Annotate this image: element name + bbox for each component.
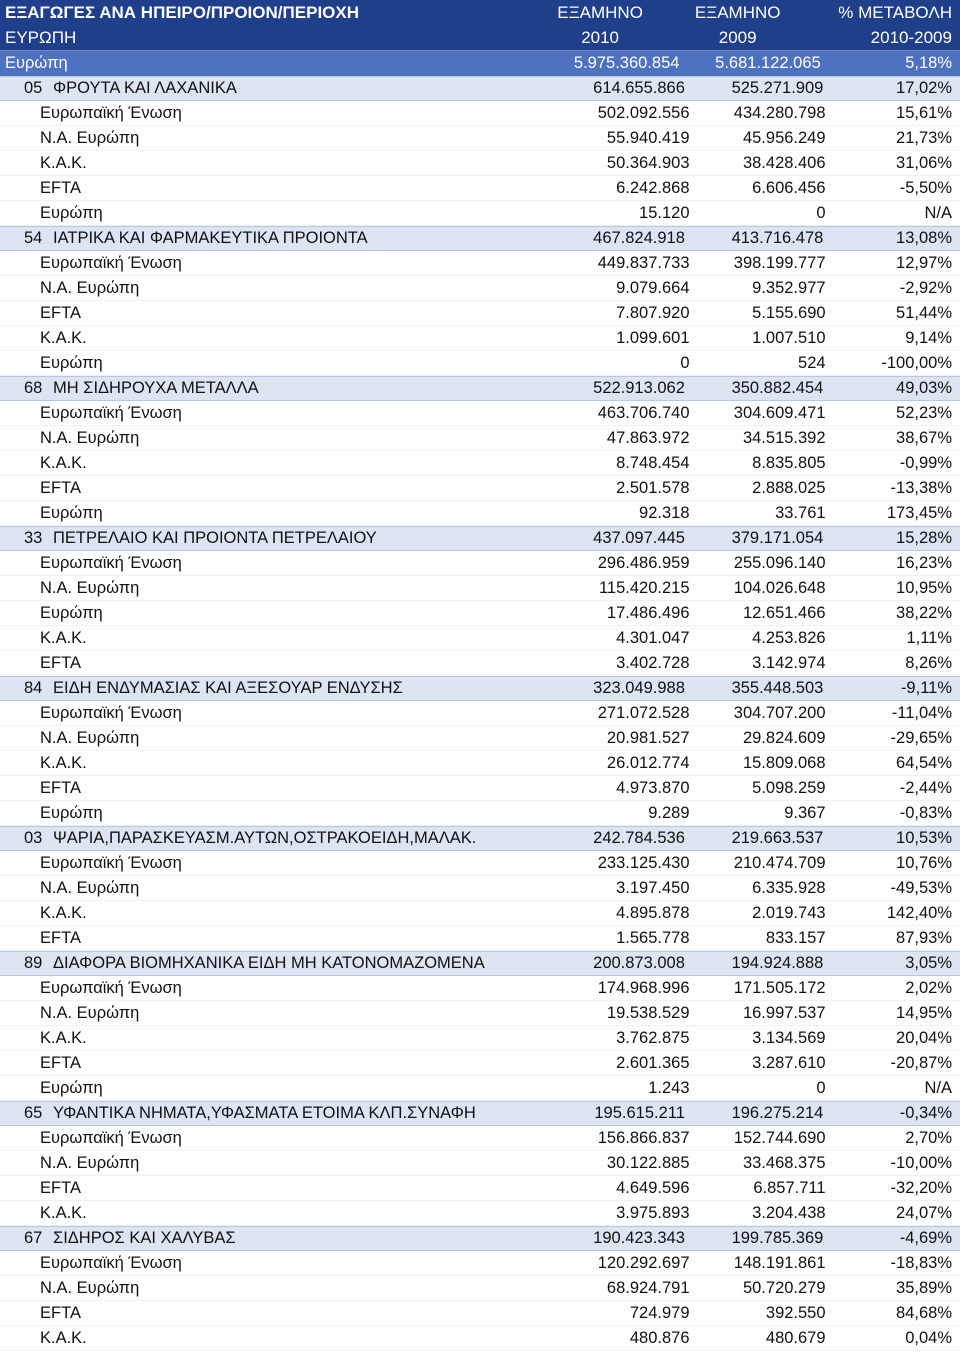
region-value-2009: 8.835.805 <box>752 453 826 472</box>
region-label: Κ.Α.Κ. <box>40 1328 87 1347</box>
region-value-2009: 3.142.974 <box>752 653 826 672</box>
region-value-2010: 3.762.875 <box>616 1028 690 1047</box>
region-row <box>0 401 960 426</box>
region-row <box>0 351 960 376</box>
region-change: 9,14% <box>905 328 952 347</box>
total-label: Ευρώπη <box>5 54 68 72</box>
region-label: Κ.Α.Κ. <box>40 628 87 647</box>
region-change: 8,26% <box>905 653 952 672</box>
region-label: Ν.Α. Ευρώπη <box>40 578 140 597</box>
region-value-2009: 6.335.928 <box>752 878 826 897</box>
category-code: 84 <box>24 679 43 697</box>
region-row <box>0 601 960 626</box>
region-value-2010: 463.706.740 <box>597 403 690 422</box>
category-label <box>0 679 539 698</box>
region-change: -10,00% <box>890 1153 952 1172</box>
region-row <box>0 1151 960 1176</box>
region-row <box>0 1001 960 1026</box>
category-change: -9,11% <box>900 679 952 697</box>
region-change: 16,23% <box>896 553 952 572</box>
region-value-2009: 50.720.279 <box>742 1278 826 1297</box>
region-label: Ν.Α. Ευρώπη <box>40 728 140 747</box>
region-label: Ευρώπη <box>40 603 103 622</box>
region-value-2009: 15.809.068 <box>742 753 826 772</box>
region-change: -49,53% <box>890 878 952 897</box>
region-label: Ευρωπαϊκή Ένωση <box>40 853 182 872</box>
region-label: ΕFTA <box>40 1303 81 1322</box>
region-change: 142,40% <box>886 903 952 922</box>
region-change: 84,68% <box>896 1303 952 1322</box>
region-value-2009: 33.761 <box>775 503 826 522</box>
header-subtitle: ΕΥΡΩΠΗ <box>5 28 77 47</box>
header-title: ΕΞΑΓΩΓΕΣ ΑΝΑ ΗΠΕΙΡΟ/ΠΡΟΙΟΝ/ΠΕΡΙΟΧΗ <box>5 3 360 22</box>
region-value-2009: 171.505.172 <box>733 978 826 997</box>
region-row <box>0 501 960 526</box>
region-value-2010: 1.565.778 <box>616 928 690 947</box>
category-row <box>0 226 960 251</box>
region-value-2010: 1.099.601 <box>616 328 690 347</box>
category-row <box>0 526 960 551</box>
category-value-2009: 413.716.478 <box>731 229 824 247</box>
category-row <box>0 1101 960 1126</box>
category-row <box>0 376 960 401</box>
region-value-2009: 45.956.249 <box>742 128 826 147</box>
region-change: -0,99% <box>899 453 952 472</box>
region-change: -11,04% <box>891 703 952 722</box>
region-change: 20,04% <box>896 1028 952 1047</box>
region-value-2010: 19.538.529 <box>606 1003 690 1022</box>
category-code: 54 <box>24 229 43 247</box>
region-value-2010: 296.486.959 <box>597 553 690 572</box>
region-row <box>0 1051 960 1076</box>
region-value-2009: 29.824.609 <box>742 728 826 747</box>
category-label <box>0 829 539 848</box>
category-row <box>0 76 960 101</box>
region-value-2010: 3.197.450 <box>616 878 690 897</box>
region-row <box>0 251 960 276</box>
region-value-2009: 434.280.798 <box>733 103 826 122</box>
region-value-2009: 1.007.510 <box>752 328 826 347</box>
region-row <box>0 851 960 876</box>
region-value-2010: 3.975.893 <box>616 1203 690 1222</box>
region-change: 10,76% <box>896 853 952 872</box>
category-value-2010: 195.615.211 <box>594 1104 685 1122</box>
region-value-2010: 449.837.733 <box>597 253 690 272</box>
region-change: 38,67% <box>896 428 952 447</box>
region-row <box>0 801 960 826</box>
region-value-2010: 115.420.215 <box>598 578 690 597</box>
category-code: 65 <box>24 1104 43 1122</box>
region-label: Ευρωπαϊκή Ένωση <box>40 703 182 722</box>
region-value-2010: 4.649.596 <box>616 1178 690 1197</box>
region-change: -100,00% <box>881 353 952 372</box>
category-value-2009: 199.785.369 <box>731 1229 824 1247</box>
region-change: N/A <box>924 203 952 222</box>
region-value-2010: 233.125.430 <box>597 853 690 872</box>
region-label: ΕFTA <box>40 478 81 497</box>
region-label: Ν.Α. Ευρώπη <box>40 278 140 297</box>
region-label: ΕFTA <box>40 1053 81 1072</box>
region-value-2009: 0 <box>816 1078 826 1097</box>
category-name: ΔΙΑΦΟΡΑ ΒΙΟΜΗΧΑΝΙΚΑ ΕΙΔΗ ΜΗ ΚΑΤΟΝΟΜΑΖΟΜΕΝΑ <box>53 954 485 972</box>
region-label: Ευρωπαϊκή Ένωση <box>40 1128 182 1147</box>
region-value-2009: 9.367 <box>784 803 826 822</box>
region-row <box>0 1176 960 1201</box>
region-row <box>0 1251 960 1276</box>
region-value-2010: 50.364.903 <box>606 153 690 172</box>
total-value-2009: 5.681.122.065 <box>715 54 821 72</box>
category-value-2010: 467.824.918 <box>593 229 685 247</box>
region-row <box>0 176 960 201</box>
region-row <box>0 151 960 176</box>
category-value-2009: 379.171.054 <box>731 529 824 547</box>
region-change: -29,65% <box>890 728 952 747</box>
region-row <box>0 651 960 676</box>
region-value-2010: 156.866.837 <box>597 1128 690 1147</box>
region-value-2009: 33.468.375 <box>742 1153 826 1172</box>
region-value-2009: 2.888.025 <box>752 478 826 497</box>
region-label: ΕFTA <box>40 778 81 797</box>
region-change: -20,87% <box>890 1053 952 1072</box>
region-value-2010: 480.876 <box>629 1328 690 1347</box>
region-change: N/A <box>924 1078 952 1097</box>
region-value-2010: 30.122.885 <box>606 1153 690 1172</box>
region-label: Ευρώπη <box>40 503 103 522</box>
region-value-2010: 271.072.528 <box>597 703 690 722</box>
region-value-2010: 68.924.791 <box>606 1278 690 1297</box>
category-code: 03 <box>24 829 43 847</box>
region-label: ΕFTA <box>40 928 81 947</box>
region-change: 14,95% <box>896 1003 952 1022</box>
region-change: -5,50% <box>899 178 952 197</box>
region-change: 51,44% <box>896 303 952 322</box>
region-label: Ν.Α. Ευρώπη <box>40 1278 140 1297</box>
region-row <box>0 426 960 451</box>
region-label: Κ.Α.Κ. <box>40 453 87 472</box>
region-row <box>0 1126 960 1151</box>
category-value-2010: 614.655.866 <box>593 79 685 97</box>
region-change: 1,11% <box>906 628 952 647</box>
region-row <box>0 976 960 1001</box>
category-change: 17,02% <box>896 79 952 97</box>
region-row <box>0 876 960 901</box>
region-value-2009: 3.287.610 <box>752 1053 826 1072</box>
region-value-2009: 833.157 <box>765 928 826 947</box>
category-change: 49,03% <box>896 379 952 397</box>
header-col-2010-year: 2010 <box>581 28 620 47</box>
category-value-2009: 196.275.214 <box>731 1104 824 1122</box>
region-row <box>0 1026 960 1051</box>
region-change: -2,92% <box>899 278 952 297</box>
region-row <box>0 551 960 576</box>
region-label: Ευρωπαϊκή Ένωση <box>40 403 182 422</box>
product-groups <box>0 76 960 1351</box>
category-change: 10,53% <box>896 829 952 847</box>
region-value-2009: 0 <box>816 203 826 222</box>
category-change: -4,69% <box>899 1229 952 1247</box>
category-value-2010: 323.049.988 <box>593 679 685 697</box>
region-value-2010: 7.807.920 <box>616 303 690 322</box>
region-change: -13,38% <box>890 478 952 497</box>
region-value-2010: 26.012.774 <box>606 753 690 772</box>
total-change: 5,18% <box>905 54 953 72</box>
region-label: Κ.Α.Κ. <box>40 1203 87 1222</box>
region-value-2009: 5.155.690 <box>752 303 826 322</box>
category-value-2010: 242.784.536 <box>593 829 685 847</box>
region-value-2009: 210.474.709 <box>733 853 826 872</box>
category-code: 05 <box>24 79 43 97</box>
category-row <box>0 951 960 976</box>
region-label: ΕFTA <box>40 1178 81 1197</box>
region-value-2009: 2.019.743 <box>752 903 826 922</box>
category-name: ΠΕΤΡΕΛΑΙΟ ΚΑΙ ΠΡΟΙΟΝΤΑ ΠΕΤΡΕΛΑΙΟΥ <box>53 529 377 547</box>
region-row <box>0 776 960 801</box>
region-label: Ν.Α. Ευρώπη <box>40 428 140 447</box>
category-value-2010: 200.873.008 <box>593 954 685 972</box>
region-label: Κ.Α.Κ. <box>40 1028 87 1047</box>
category-row <box>0 1226 960 1251</box>
region-label: Ν.Α. Ευρώπη <box>40 1153 140 1172</box>
region-value-2009: 398.199.777 <box>733 253 826 272</box>
region-value-2009: 304.609.471 <box>733 403 826 422</box>
category-value-2010: 437.097.445 <box>593 529 685 547</box>
category-code: 89 <box>24 954 43 972</box>
region-row <box>0 926 960 951</box>
region-label: Ευρωπαϊκή Ένωση <box>40 553 182 572</box>
category-code: 68 <box>24 379 43 397</box>
region-label: Ν.Α. Ευρώπη <box>40 128 140 147</box>
region-value-2009: 3.204.438 <box>752 1203 826 1222</box>
region-value-2010: 6.242.868 <box>616 178 690 197</box>
region-row <box>0 126 960 151</box>
region-change: 52,23% <box>896 403 952 422</box>
region-value-2009: 6.606.456 <box>752 178 826 197</box>
region-row <box>0 451 960 476</box>
region-value-2010: 3.402.728 <box>616 653 690 672</box>
region-change: 15,61% <box>896 103 952 122</box>
header-col-change-period: 2010-2009 <box>870 28 952 47</box>
category-change: -0,34% <box>899 1104 952 1122</box>
region-row <box>0 701 960 726</box>
region-label: Ευρώπη <box>40 803 103 822</box>
region-row <box>0 201 960 226</box>
header-col-2010-label: ΕΞΑΜΗΝΟ <box>557 3 643 22</box>
category-value-2009: 219.663.537 <box>731 829 824 847</box>
total-row <box>0 51 960 76</box>
header-col-2009 <box>669 0 807 50</box>
header-title-cell <box>0 0 531 50</box>
region-value-2009: 152.744.690 <box>733 1128 826 1147</box>
region-value-2010: 0 <box>680 353 690 372</box>
region-label: Ευρώπη <box>40 203 103 222</box>
region-label: Ευρώπη <box>40 1078 103 1097</box>
header-col-change-label: % ΜΕΤΑΒΟΛΗ <box>838 3 952 22</box>
region-value-2010: 92.318 <box>639 503 690 522</box>
region-value-2010: 15.120 <box>639 203 690 222</box>
category-value-2009: 350.882.454 <box>731 379 824 397</box>
region-label: Ευρώπη <box>40 353 103 372</box>
region-value-2009: 304.707.200 <box>733 703 826 722</box>
region-label: ΕFTA <box>40 653 81 672</box>
region-value-2010: 120.292.697 <box>597 1253 690 1272</box>
region-value-2010: 47.863.972 <box>606 428 690 447</box>
table-header <box>0 0 960 51</box>
category-value-2009: 355.448.503 <box>731 679 824 697</box>
region-change: 12,97% <box>896 253 952 272</box>
region-label: Ευρωπαϊκή Ένωση <box>40 978 182 997</box>
region-row <box>0 1326 960 1351</box>
region-value-2010: 55.940.419 <box>606 128 690 147</box>
header-col-2009-year: 2009 <box>718 28 757 47</box>
region-value-2010: 174.968.996 <box>597 978 690 997</box>
region-value-2010: 4.301.047 <box>616 628 690 647</box>
region-value-2009: 392.550 <box>765 1303 826 1322</box>
region-value-2010: 724.979 <box>629 1303 690 1322</box>
region-change: 21,73% <box>896 128 952 147</box>
region-value-2009: 524 <box>798 353 826 372</box>
region-label: Κ.Α.Κ. <box>40 903 87 922</box>
region-change: -2,44% <box>899 778 952 797</box>
region-row <box>0 301 960 326</box>
region-row <box>0 101 960 126</box>
region-value-2009: 12.651.466 <box>742 603 826 622</box>
total-value-2010: 5.975.360.854 <box>573 54 680 72</box>
category-row <box>0 676 960 701</box>
region-value-2009: 5.098.259 <box>752 778 826 797</box>
region-change: 2,02% <box>905 978 952 997</box>
region-change: -0,83% <box>899 803 952 822</box>
category-change: 3,05% <box>905 954 952 972</box>
region-row <box>0 476 960 501</box>
region-value-2010: 4.973.870 <box>616 778 690 797</box>
region-label: Ευρωπαϊκή Ένωση <box>40 1253 182 1272</box>
category-label <box>0 529 539 548</box>
category-value-2010: 522.913.062 <box>593 379 685 397</box>
category-name: ΦΡΟΥΤΑ ΚΑΙ ΛΑΧΑΝΙΚΑ <box>53 79 237 97</box>
region-value-2010: 9.079.664 <box>616 278 690 297</box>
region-change: 31,06% <box>896 153 952 172</box>
region-row <box>0 576 960 601</box>
category-label <box>0 1104 539 1123</box>
region-value-2009: 38.428.406 <box>742 153 826 172</box>
header-col-change <box>806 0 960 50</box>
region-value-2010: 2.601.365 <box>616 1053 690 1072</box>
region-change: -18,83% <box>890 1253 952 1272</box>
region-change: -32,20% <box>890 1178 952 1197</box>
category-name: ΥΦΑΝΤΙΚΑ ΝΗΜΑΤΑ,ΥΦΑΣΜΑΤΑ ΕΤΟΙΜΑ ΚΛΠ.ΣΥΝΑΦΗ <box>53 1104 476 1122</box>
region-row <box>0 1301 960 1326</box>
region-label: Κ.Α.Κ. <box>40 753 87 772</box>
category-code: 33 <box>24 529 43 547</box>
category-row <box>0 826 960 851</box>
region-row <box>0 1201 960 1226</box>
category-code: 67 <box>24 1229 43 1247</box>
category-label <box>0 954 539 973</box>
region-label: Ευρωπαϊκή Ένωση <box>40 253 182 272</box>
region-value-2009: 4.253.826 <box>752 628 826 647</box>
region-value-2010: 4.895.878 <box>616 903 690 922</box>
category-value-2009: 525.271.909 <box>731 79 824 97</box>
region-value-2010: 8.748.454 <box>616 453 690 472</box>
region-change: 87,93% <box>896 928 952 947</box>
region-value-2010: 1.243 <box>648 1078 690 1097</box>
category-name: ΜΗ ΣΙΔΗΡΟΥΧΑ ΜΕΤΑΛΛΑ <box>53 379 259 397</box>
region-row <box>0 1276 960 1301</box>
region-change: 38,22% <box>896 603 952 622</box>
category-value-2009: 194.924.888 <box>731 954 824 972</box>
region-value-2010: 9.289 <box>648 803 690 822</box>
region-value-2010: 17.486.496 <box>606 603 690 622</box>
region-label: ΕFTA <box>40 303 81 322</box>
region-row <box>0 726 960 751</box>
category-value-2010: 190.423.343 <box>593 1229 685 1247</box>
header-col-2010 <box>531 0 669 50</box>
region-change: 24,07% <box>896 1203 952 1222</box>
region-value-2009: 6.857.711 <box>753 1178 826 1197</box>
region-change: 0,04% <box>905 1328 952 1347</box>
region-row <box>0 751 960 776</box>
region-value-2010: 2.501.578 <box>616 478 690 497</box>
region-value-2009: 148.191.861 <box>733 1253 826 1272</box>
category-name: ΨΑΡΙΑ,ΠΑΡΑΣΚΕΥΑΣΜ.ΑΥΤΩΝ,ΟΣΤΡΑΚΟΕΙΔΗ,ΜΑΛΑΚ. <box>53 829 477 847</box>
category-label <box>0 229 539 248</box>
region-change: 10,95% <box>896 578 952 597</box>
region-label: Ν.Α. Ευρώπη <box>40 878 140 897</box>
category-name: ΙΑΤΡΙΚΑ ΚΑΙ ΦΑΡΜΑΚΕΥΤΙΚΑ ΠΡΟΙΟΝΤΑ <box>53 229 368 247</box>
region-value-2010: 502.092.556 <box>597 103 690 122</box>
region-row <box>0 326 960 351</box>
region-value-2009: 3.134.569 <box>752 1028 826 1047</box>
region-value-2009: 104.026.648 <box>733 578 826 597</box>
category-change: 15,28% <box>896 529 952 547</box>
region-value-2009: 480.679 <box>765 1328 826 1347</box>
region-label: Κ.Α.Κ. <box>40 153 87 172</box>
category-label <box>0 79 539 98</box>
region-label: Ν.Α. Ευρώπη <box>40 1003 140 1022</box>
region-value-2009: 9.352.977 <box>752 278 826 297</box>
region-row <box>0 626 960 651</box>
region-row <box>0 1076 960 1101</box>
header-col-2009-label: ΕΞΑΜΗΝΟ <box>694 3 781 22</box>
category-name: ΣΙΔΗΡΟΣ ΚΑΙ ΧΑΛΥΒΑΣ <box>53 1229 236 1247</box>
region-row <box>0 901 960 926</box>
region-row <box>0 276 960 301</box>
category-label <box>0 379 539 398</box>
category-name: ΕΙΔΗ ΕΝΔΥΜΑΣΙΑΣ ΚΑΙ ΑΞΕΣΟΥΑΡ ΕΝΔΥΣΗΣ <box>53 679 403 697</box>
region-label: Ευρωπαϊκή Ένωση <box>40 103 182 122</box>
region-change: 64,54% <box>896 753 952 772</box>
region-label: Κ.Α.Κ. <box>40 328 87 347</box>
region-value-2009: 34.515.392 <box>742 428 826 447</box>
region-value-2009: 255.096.140 <box>733 553 826 572</box>
region-value-2010: 20.981.527 <box>606 728 690 747</box>
category-label <box>0 1229 539 1248</box>
region-value-2009: 16.997.537 <box>742 1003 826 1022</box>
region-change: 2,70% <box>905 1128 952 1147</box>
region-change: 35,89% <box>896 1278 952 1297</box>
region-change: 173,45% <box>886 503 952 522</box>
region-label: ΕFTA <box>40 178 81 197</box>
category-change: 13,08% <box>896 229 952 247</box>
